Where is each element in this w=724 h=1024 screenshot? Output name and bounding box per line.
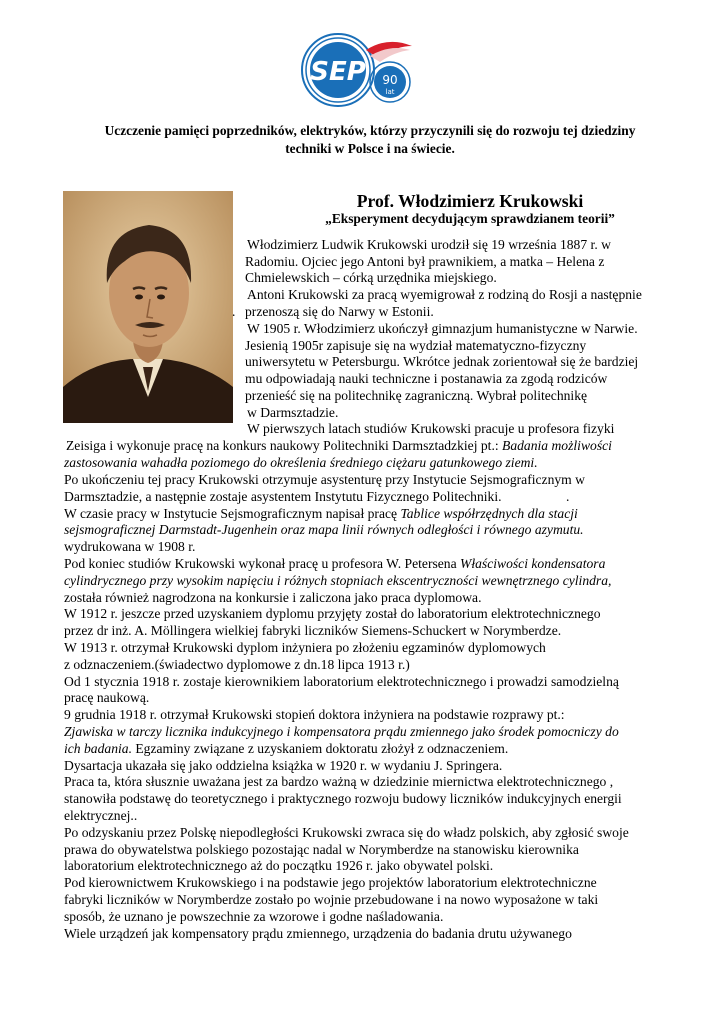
body-line: Po odzyskaniu przez Polskę niepodległości Krukowski zwraca się do władz polskich, aby zgłosić swoje: [64, 825, 629, 840]
body-line: Radomiu. Ojciec jego Antoni był prawnikiem, a matka – Helena z: [245, 254, 605, 269]
body-line: sposób, że uznano je powszechnie za wzorowe i godne naśladowania.: [64, 909, 444, 924]
body-line: [64, 573, 611, 589]
sep-90-lat-logo: [300, 32, 416, 108]
body-line: laboratorium elektrotechnicznego aż do początku 1926 r. jako obywatel polski.: [64, 858, 494, 873]
body-line: w Darmsztadzie.: [247, 405, 339, 420]
body-line: stanowiła podstawę do teoretycznego i praktycznego rozwoju budowy liczników indukcyjnych energii: [64, 791, 622, 806]
body-line: Po ukończeniu tej pracy Krukowski otrzymuje asystenturę przy Instytucie Sejsmograficznym w: [64, 472, 585, 487]
logo-sep-letters: SEP: [310, 57, 366, 87]
body-line: Dysartacja ukazała się jako oddzielna książka w 1920 r. w wydaniu J. Springera.: [64, 758, 503, 773]
body-line: [64, 506, 578, 522]
body-line: z odznaczeniem.(świadectwo dyplomowe z dn.18 lipca 1913 r.): [64, 657, 410, 672]
body-italic-text: zastosowania wahadła poziomego do określenia średniego ciężaru gatunkowego ziemi.: [64, 455, 538, 470]
body-italic-text: Tablice współrzędnych dla stacji: [400, 506, 578, 521]
body-italic-text: Zjawiska w tarczy licznika indukcyjnego i kompensatora prądu zmiennego jako środek pomocniczy do: [64, 724, 619, 739]
logo-badge-sub: lat: [385, 88, 395, 96]
article-subtitle: „Eksperyment decydującym sprawdzianem teorii”: [325, 211, 615, 226]
body-line: Od 1 stycznia 1918 r. zostaje kierownikiem laboratorium elektrotechnicznego i prowadzi samodzielną: [64, 674, 619, 689]
body-line: fabryki liczników w Norymberdze zostało po wojnie przebudowane i na nowo wyposażone w taki: [64, 892, 599, 907]
body-line: przenoszą się do Narwy w Estonii.: [245, 304, 434, 319]
body-line: 9 grudnia 1918 r. otrzymał Krukowski stopień doktora inżyniera na podstawie rozprawy pt.:: [64, 707, 565, 722]
body-line: W 1913 r. otrzymał Krukowski dyplom inżyniera po złożeniu egzaminów dyplomowych: [64, 640, 546, 655]
body-line: [64, 556, 605, 572]
body-line: Antoni Krukowski za pracą wyemigrował z rodziną do Rosji a następnie: [247, 287, 642, 302]
commemoration-header: [70, 122, 670, 158]
body-line: [64, 741, 508, 757]
body-text: Zeisiga i wykonuje pracę na konkurs naukowy Politechniki Darmsztadzkiej pt.:: [66, 438, 503, 453]
body-line: Jesienią 1905r zapisuje się na wydział matematyczno-fizyczny: [245, 338, 587, 353]
body-line: [64, 522, 584, 538]
body-text: Egzaminy związane z uzyskaniem doktoratu złożył z odznaczeniem.: [131, 741, 509, 756]
body-line: [64, 724, 619, 740]
body-text: Pod koniec studiów Krukowski wykonał pracę u profesora W. Petersena: [64, 556, 461, 571]
body-line: Włodzimierz Ludwik Krukowski urodził się 19 września 1887 r. w: [247, 237, 611, 252]
body-line: mu odpowiadają nauki techniczne i postanawia za zgodą rodziców: [245, 371, 608, 386]
header-line-2: techniki w Polsce i na świecie.: [285, 141, 455, 156]
body-line: Chmielewskich – córką urzędnika miejskiego.: [245, 270, 497, 285]
logo-90-badge: [370, 62, 410, 102]
body-italic-text: sejsmograficznej Darmstadt-Jugenhein oraz mapa linii równych odległości i równego azymutu.: [64, 522, 584, 537]
body-line: elektrycznej..: [64, 808, 138, 823]
body-line: przez dr inż. A. Möllingera wielkiej fabryki liczników Siemens-Schuckert w Norymberdze.: [64, 623, 562, 638]
portrait-photo: [63, 191, 236, 423]
body-italic-text: Właściwości kondensatora: [460, 556, 606, 571]
body-line: Darmsztadzie, a następnie zostaje asystentem Instytutu Fizycznego Politechniki.: [64, 489, 502, 504]
body-line: W 1912 r. jeszcze przed uzyskaniem dyplomu przyjęty został do laboratorium elektrotechnicznego: [64, 606, 601, 621]
logo-badge-number: 90: [382, 73, 398, 87]
body-line: W pierwszych latach studiów Krukowski pracuje u profesora fizyki: [247, 421, 615, 436]
body-line: Pod kierownictwem Krukowskiego i na podstawie jego projektów laboratorium elektrotechniczne: [64, 875, 597, 890]
body-line: prawa do obywatelstwa polskiego pozostając nadal w Norymberdze na stanowisku kierownika: [64, 842, 579, 857]
header-line-1: Uczczenie pamięci poprzedników, elektryków, którzy przyczynili się do rozwoju tej dziedziny: [104, 123, 636, 138]
body-line: przenieść się na politechnikę zagraniczną. Wybrał politechnikę: [245, 388, 588, 403]
body-line: W 1905 r. Włodzimierz ukończył gimnazjum humanistyczne w Narwie.: [247, 321, 638, 336]
body-line: Praca ta, która słusznie uważana jest za bardzo ważną w dziedzinie miernictwa elektrotechnicznego ,: [64, 774, 614, 789]
article-title: Prof. Włodzimierz Krukowski: [356, 191, 584, 211]
body-line: [66, 438, 612, 454]
body-line-dot: .: [232, 304, 236, 319]
body-line: Wiele urządzeń jak kompensatory prądu zmiennego, urządzenia do badania drutu używanego: [64, 926, 572, 941]
body-line: pracę naukową.: [64, 690, 150, 705]
body-italic-text: ich badania.: [64, 741, 132, 756]
body-line: wydrukowana w 1908 r.: [64, 539, 196, 554]
body-line: została również nagrodzona na konkursie i zaliczona jako praca dyplomowa.: [64, 590, 482, 605]
body-italic-text: cylindrycznego przy wysokim napięciu i różnych stopniach ekscentryczności wewnętrznego cylindra,: [64, 573, 612, 588]
body-line: uniwersytetu w Petersburgu. Wkrótce jednak zorientował się że bardziej: [245, 354, 639, 369]
body-italic-text: Badania możliwości: [502, 438, 612, 453]
body-text: W czasie pracy w Instytucie Sejsmograficznym napisał pracę: [64, 506, 401, 521]
body-line: [64, 455, 538, 471]
body-line-dot: .: [566, 489, 570, 504]
